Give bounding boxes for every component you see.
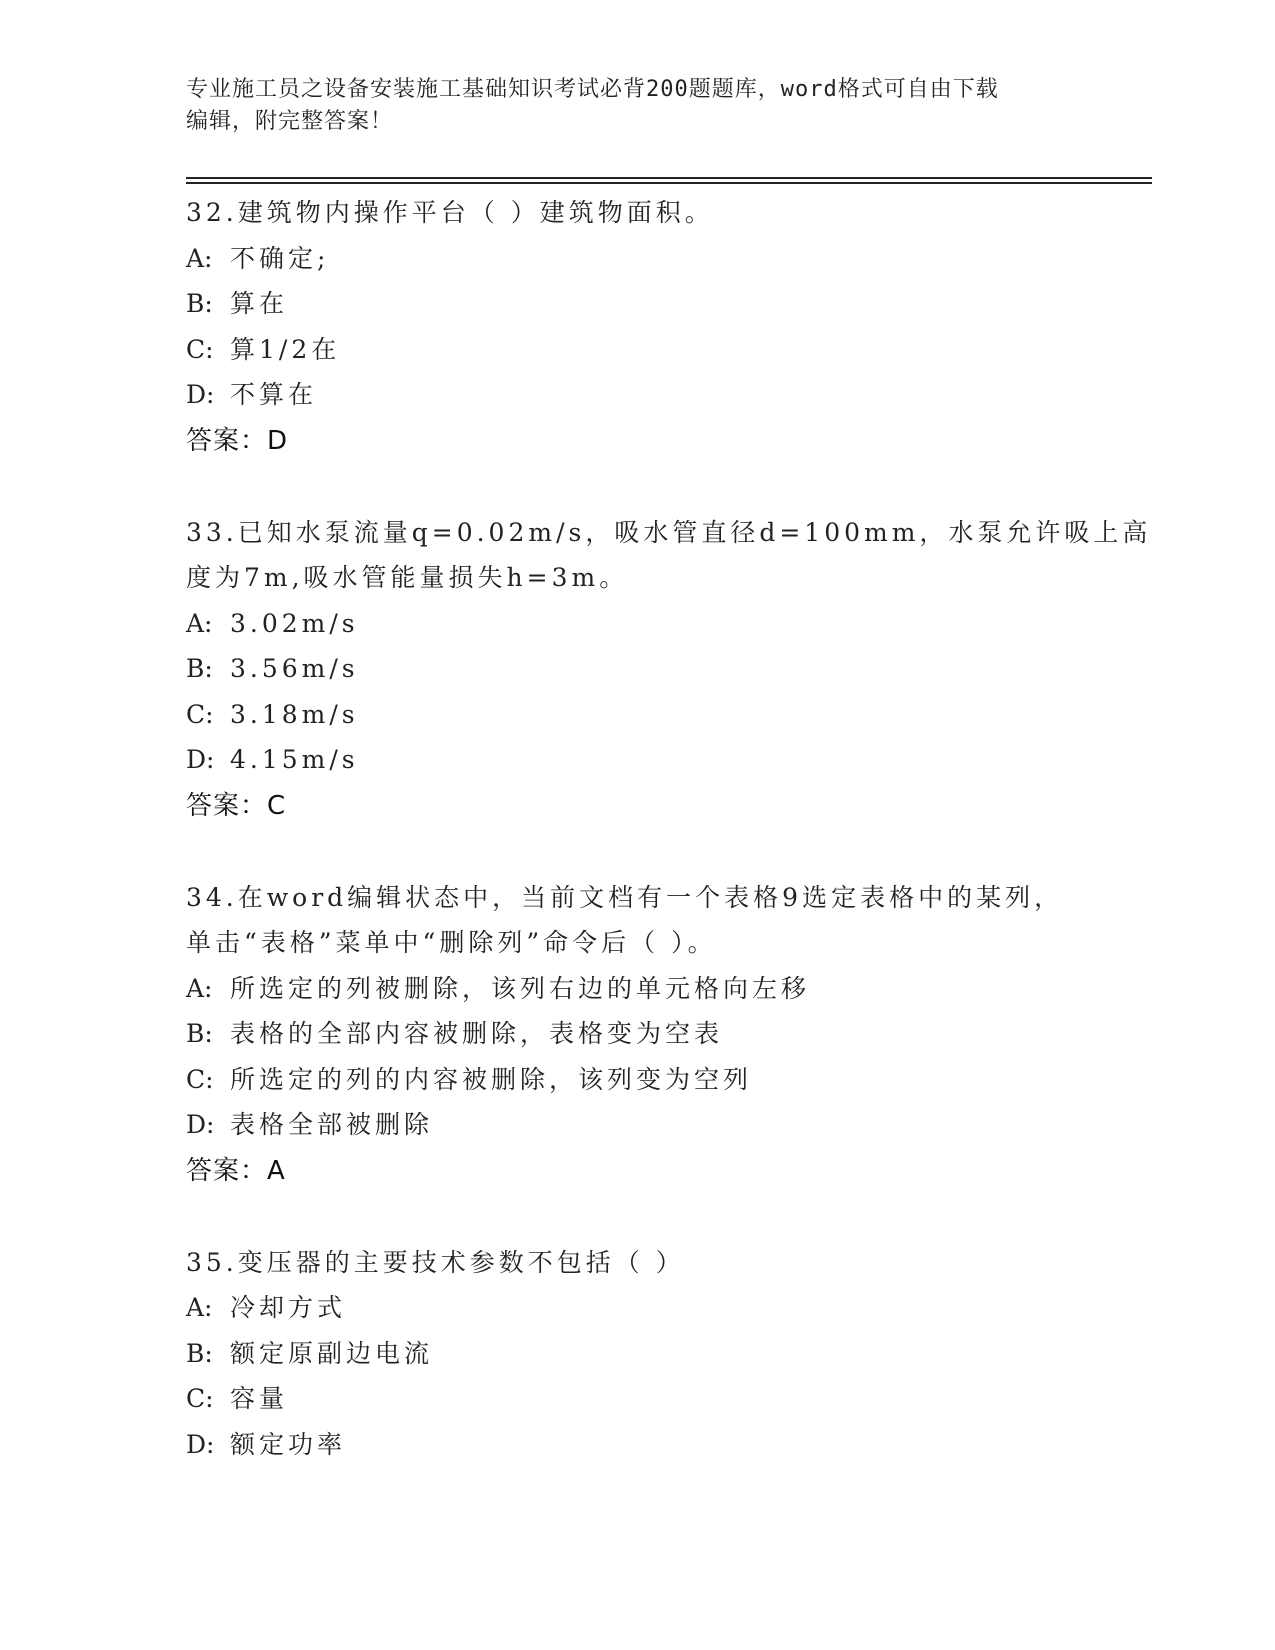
option-text: 表格全部被删除 xyxy=(230,1110,434,1139)
question-stem-cont: 度为7m,吸水管能量损失h=3m。 xyxy=(186,563,629,592)
option-key: A: xyxy=(186,608,213,638)
question-stem: 32.建筑物内操作平台（ ）建筑物面积。 xyxy=(186,198,714,227)
option-b xyxy=(186,1011,1146,1057)
option-a xyxy=(186,236,1146,282)
option-text: 不确定; xyxy=(230,243,330,273)
option-key: B: xyxy=(186,289,213,318)
header-line-2: 编辑，附完整答案！ xyxy=(186,109,394,134)
option-a xyxy=(186,1285,1146,1331)
option-key: B: xyxy=(186,1019,213,1048)
question-list xyxy=(186,190,1152,1513)
question-35 xyxy=(186,1240,1146,1468)
option-key: A: xyxy=(186,243,213,273)
option-c xyxy=(186,1376,1146,1422)
question-stem: 35.变压器的主要技术参数不包括（ ） xyxy=(186,1247,685,1277)
option-text: 算在 xyxy=(230,289,289,318)
option-c xyxy=(186,327,1146,373)
option-c xyxy=(186,1057,1146,1103)
option-d xyxy=(186,737,1146,783)
option-key: C: xyxy=(186,699,214,729)
document-header xyxy=(186,74,1086,138)
option-text: 表格的全部内容被删除，表格变为空表 xyxy=(230,1019,724,1048)
option-text: 额定原副边电流 xyxy=(230,1338,434,1368)
option-a xyxy=(186,966,1146,1012)
option-text: 所选定的列的内容被删除，该列变为空列 xyxy=(230,1064,753,1094)
answer: 答案：D xyxy=(186,425,289,456)
option-d xyxy=(186,372,1146,418)
option-key: C: xyxy=(186,334,214,364)
option-key: C: xyxy=(186,1064,214,1094)
option-key: D: xyxy=(186,1429,215,1459)
option-key: D: xyxy=(186,380,215,409)
header-divider-top xyxy=(186,177,1152,179)
header-divider-bottom xyxy=(186,182,1152,184)
option-text: 容量 xyxy=(230,1384,289,1413)
option-text: 冷却方式 xyxy=(230,1293,347,1322)
option-key: D: xyxy=(186,1110,215,1139)
option-key: A: xyxy=(186,973,213,1003)
option-key: A: xyxy=(186,1293,213,1322)
option-text: 不算在 xyxy=(230,380,318,409)
answer: 答案：A xyxy=(186,1155,286,1186)
option-text: 3.18m/s xyxy=(230,699,359,729)
question-stem-cont: 单击“表格”菜单中“删除列”命令后（ ）。 xyxy=(186,928,717,957)
option-key: D: xyxy=(186,745,215,774)
option-d xyxy=(186,1422,1146,1468)
header-line-1: 专业施工员之设备安装施工基础知识考试必背200题题库，word格式可自由下载 xyxy=(186,77,999,102)
question-stem: 34.在word编辑状态中，当前文档有一个表格9选定表格中的某列， xyxy=(186,882,1064,912)
question-stem: 33.已知水泵流量q=0.02m/s，吸水管直径d=100mm，水泵允许吸上高 xyxy=(186,517,1152,547)
option-text: 算1/2在 xyxy=(230,334,341,364)
option-c xyxy=(186,692,1146,738)
option-b xyxy=(186,281,1146,327)
option-text: 额定功率 xyxy=(230,1429,347,1459)
option-d xyxy=(186,1102,1146,1148)
option-key: B: xyxy=(186,654,213,683)
option-a xyxy=(186,601,1146,647)
option-b xyxy=(186,646,1146,692)
option-text: 4.15m/s xyxy=(230,745,359,774)
option-text: 所选定的列被删除，该列右边的单元格向左移 xyxy=(230,973,811,1003)
question-34 xyxy=(186,875,1146,1194)
option-key: B: xyxy=(186,1338,213,1368)
option-text: 3.56m/s xyxy=(230,654,359,683)
option-key: C: xyxy=(186,1384,214,1413)
answer: 答案：C xyxy=(186,790,287,821)
option-b xyxy=(186,1331,1146,1377)
option-text: 3.02m/s xyxy=(230,608,359,638)
question-32 xyxy=(186,190,1146,464)
question-33 xyxy=(186,510,1152,829)
